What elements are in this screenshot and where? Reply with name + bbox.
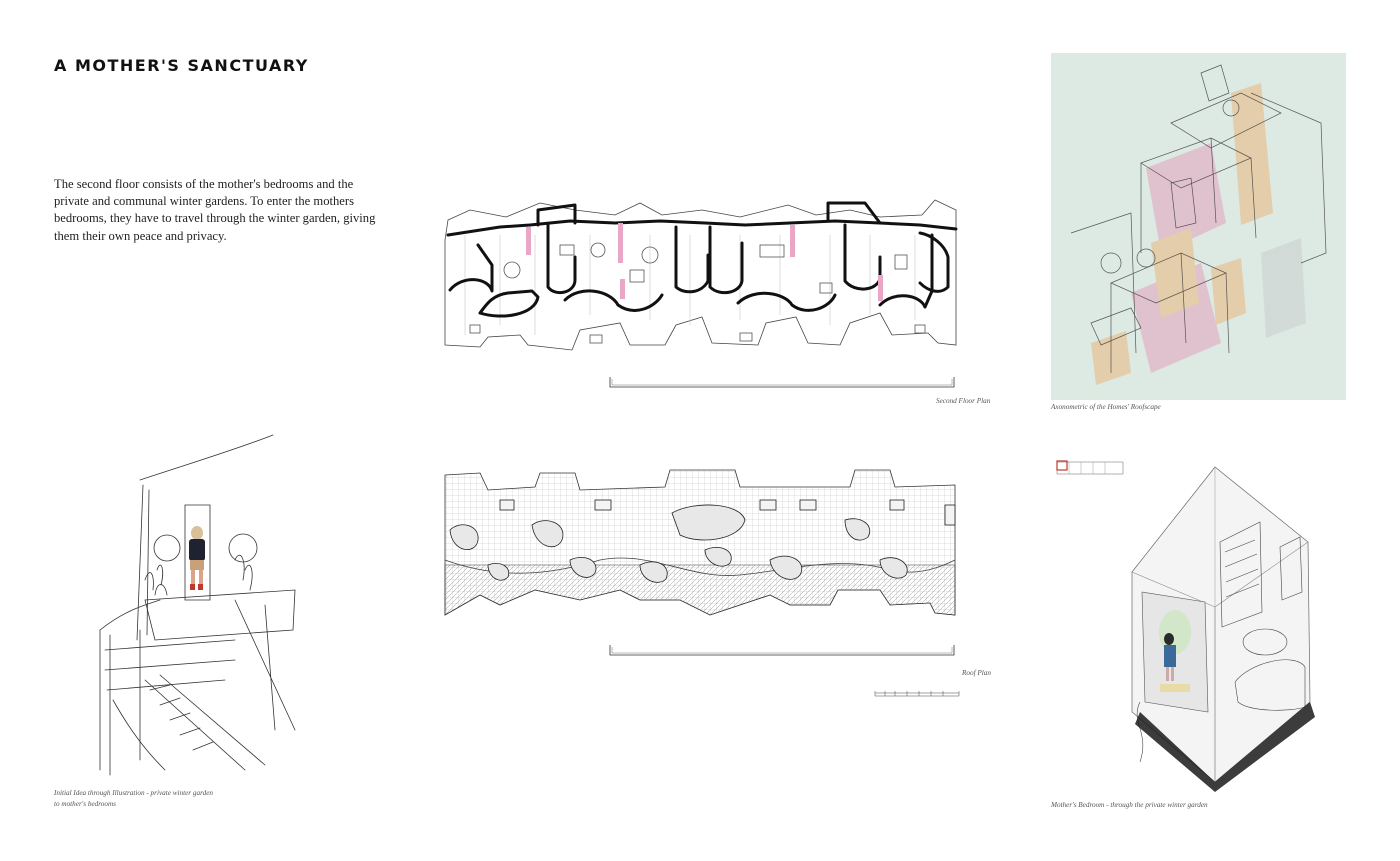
second-floor-plan-drawing (440, 195, 965, 395)
roof-plan-scale-bar (608, 643, 956, 659)
illustration-caption-line-1: Initial Idea through Illustration - private winter garden (54, 789, 213, 797)
bedroom-caption: Mother's Bedroom - through the private winter garden (1051, 801, 1208, 809)
roof-plan-drawing (440, 465, 965, 625)
page-title: A MOTHER'S SANCTUARY (54, 56, 309, 75)
metric-scale-bar (873, 686, 963, 698)
second-floor-scale-bar (608, 375, 956, 391)
axonometric-caption: Axonometric of the Homes' Roofscape (1051, 403, 1161, 411)
second-floor-plan-caption: Second Floor Plan (936, 397, 991, 405)
key-plan-thumbnail (1055, 458, 1125, 478)
illustration-caption (54, 788, 213, 810)
intro-paragraph: The second floor consists of the mother's bedrooms and the private and communal winter gardens. To enter the mothers bedrooms, they have to travel through the winter garden, giving them their own peace and privacy. (54, 177, 376, 243)
mothers-bedroom-drawing (1120, 462, 1320, 792)
axonometric-roofscape-drawing (1051, 53, 1346, 400)
roof-plan-caption: Roof Plan (962, 669, 991, 677)
illustration-caption-line-2: to mother's bedrooms (54, 800, 116, 808)
winter-garden-illustration (85, 430, 310, 785)
